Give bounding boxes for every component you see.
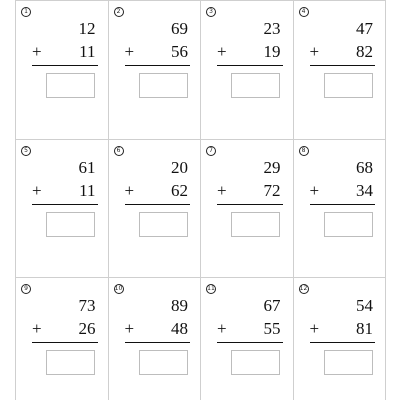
problem-cell-6 <box>109 140 202 278</box>
problem-cell-2 <box>109 0 202 140</box>
sum-line <box>125 65 191 66</box>
plus-sign: + <box>124 319 135 338</box>
answer-box[interactable] <box>139 212 188 237</box>
sum-line <box>125 342 191 343</box>
first-addend: 12 <box>78 19 96 38</box>
plus-sign: + <box>217 319 227 338</box>
answer-box[interactable] <box>231 73 280 98</box>
second-addend: 48 <box>171 319 188 338</box>
problem-number: 12 <box>299 285 308 292</box>
first-addend: 73 <box>78 296 96 315</box>
sum-line <box>32 65 98 66</box>
problem-number: 6 <box>114 146 124 156</box>
second-addend: 55 <box>263 319 281 338</box>
first-addend: 89 <box>171 296 188 315</box>
first-addend: 47 <box>356 19 373 38</box>
problem-number: 10 <box>114 285 123 292</box>
sum-line <box>217 65 283 66</box>
answer-box[interactable] <box>231 350 280 375</box>
problem-grid <box>15 0 385 400</box>
sum-line <box>217 204 283 205</box>
problem-number: 3 <box>206 7 216 17</box>
second-addend: 11 <box>79 181 96 200</box>
first-addend: 69 <box>171 19 188 38</box>
first-addend: 68 <box>356 158 373 177</box>
problem-number: 8 <box>299 146 309 156</box>
first-addend: 23 <box>263 19 281 38</box>
plus-sign: + <box>124 42 135 61</box>
answer-box[interactable] <box>231 212 280 237</box>
problem-cell-4 <box>294 0 387 140</box>
sum-line <box>310 342 376 343</box>
second-addend: 82 <box>356 42 373 61</box>
problem-cell-5 <box>16 140 109 278</box>
sum-line <box>310 65 376 66</box>
second-addend: 34 <box>356 181 373 200</box>
problem-cell-12 <box>294 278 387 400</box>
problem-number: 9 <box>21 284 31 294</box>
problem-cell-3 <box>201 0 294 140</box>
second-addend: 19 <box>263 42 281 61</box>
problem-cell-1 <box>16 0 109 140</box>
first-addend: 61 <box>78 158 96 177</box>
sum-line <box>310 204 376 205</box>
problem-number: 4 <box>299 7 309 17</box>
plus-sign: + <box>217 181 227 200</box>
plus-sign: + <box>32 319 42 338</box>
answer-box[interactable] <box>324 212 373 237</box>
plus-sign: + <box>32 42 42 61</box>
plus-sign: + <box>124 181 135 200</box>
problem-cell-8 <box>294 140 387 278</box>
answer-box[interactable] <box>324 350 373 375</box>
second-addend: 72 <box>263 181 281 200</box>
sum-line <box>217 342 283 343</box>
problem-number: 7 <box>206 146 216 156</box>
second-addend: 56 <box>171 42 188 61</box>
plus-sign: + <box>309 181 320 200</box>
problem-cell-9 <box>16 278 109 400</box>
second-addend: 81 <box>356 319 373 338</box>
sum-line <box>125 204 191 205</box>
first-addend: 54 <box>356 296 373 315</box>
answer-box[interactable] <box>46 73 95 98</box>
plus-sign: + <box>32 181 42 200</box>
plus-sign: + <box>217 42 227 61</box>
sum-line <box>32 342 98 343</box>
sum-line <box>32 204 98 205</box>
problem-number: 2 <box>114 7 124 17</box>
answer-box[interactable] <box>324 73 373 98</box>
problem-number: 11 <box>207 285 215 292</box>
first-addend: 29 <box>263 158 281 177</box>
plus-sign: + <box>309 42 320 61</box>
first-addend: 20 <box>171 158 188 177</box>
problem-cell-7 <box>201 140 294 278</box>
second-addend: 11 <box>79 42 96 61</box>
problem-cell-11 <box>201 278 294 400</box>
second-addend: 62 <box>171 181 188 200</box>
answer-box[interactable] <box>46 350 95 375</box>
answer-box[interactable] <box>139 73 188 98</box>
answer-box[interactable] <box>46 212 95 237</box>
second-addend: 26 <box>78 319 96 338</box>
problem-number: 1 <box>21 7 31 17</box>
plus-sign: + <box>309 319 320 338</box>
first-addend: 67 <box>263 296 281 315</box>
problem-cell-10 <box>109 278 202 400</box>
problem-number: 5 <box>21 146 31 156</box>
answer-box[interactable] <box>139 350 188 375</box>
